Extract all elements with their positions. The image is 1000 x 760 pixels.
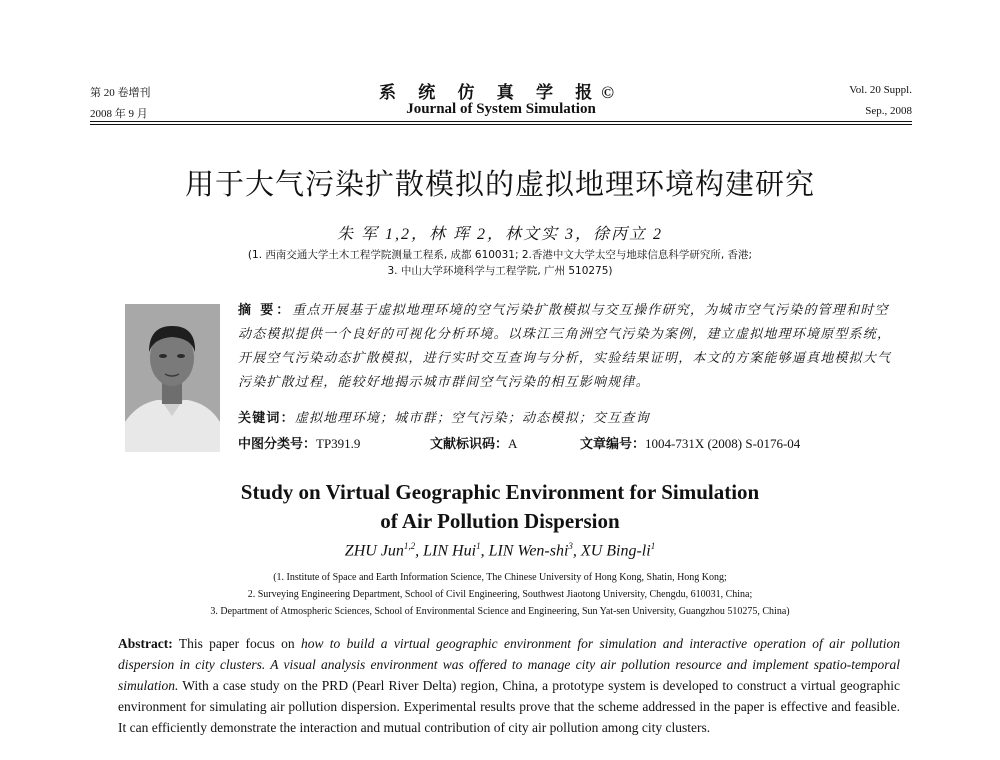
- affiliation-cn-line: 3. 中山大学环境科学与工程学院, 广州 510275): [387, 265, 613, 277]
- abstract-cn: [238, 298, 900, 394]
- abstract-en-text-1: This paper focus on: [172, 636, 301, 651]
- author-affil-sup: 1: [650, 541, 656, 551]
- affiliation-en-line: (1. Institute of Space and Earth Information Science, The Chinese University of Hong Kong, Shatin, Hong Kong;: [273, 572, 727, 583]
- author-photo: [125, 304, 220, 452]
- affiliations-cn: [140, 247, 860, 279]
- header-rule-thin: [90, 124, 912, 125]
- author-name: LIN Hui: [423, 542, 477, 560]
- doc-code: [430, 433, 517, 452]
- author-affil-sup: 1: [476, 541, 481, 551]
- title-en: [0, 478, 1000, 536]
- journal-name-en: Journal of System Simulation: [406, 101, 596, 117]
- abstract-cn-label: 摘 要：: [238, 302, 293, 317]
- abstract-en-italic: how to build a virtual geographic environment for simulation and interactive operation of air pollution dispersion in city clusters. A visual analysis environment was offered to manage city air pollution resource and implement spatio-temporal simulation.: [118, 636, 901, 693]
- abstract-en-label: Abstract:: [118, 636, 173, 651]
- keywords-cn: [238, 407, 900, 426]
- clc-label: 中图分类号：: [238, 436, 317, 451]
- keywords-cn-label: 关键词：: [238, 410, 295, 425]
- doc-label: 文献标识码：: [430, 436, 509, 451]
- volume-en: Vol. 20 Suppl.: [849, 84, 912, 96]
- clc-value: TP391.9: [316, 436, 361, 451]
- author-name: ZHU Jun: [344, 542, 404, 560]
- classification-row: [238, 433, 900, 452]
- affiliation-cn-line: (1. 西南交通大学土木工程学院测量工程系, 成都 610031; 2.香港中文大学太空与地球信息科学研究所, 香港;: [247, 249, 753, 261]
- article-value: 1004-731X (2008) S-0176-04: [645, 436, 801, 451]
- abstract-cn-text: 重点开展基于虚拟地理环境的空气污染扩散模拟与交互操作研究，为城市空气污染的管理和时空动态模拟提供一个良好的可视化分析环境。以珠江三角洲空气污染为案例，建立虚拟地理环境原型系统，开展空气污染动态扩散模拟，进行实时交互查询与分析，实验结果证明，本文的方案能够逼真地模拟大气污染扩散过程，能较好地揭示城市群间空气污染的相互影响规律。: [238, 302, 892, 389]
- doc-value: A: [508, 436, 518, 451]
- author-affil-sup: 1,2: [403, 541, 416, 551]
- date-en: Sep., 2008: [865, 105, 912, 117]
- author-name: LIN Wen-shi: [488, 542, 569, 560]
- title-cn: 用于大气污染扩散模拟的虚拟地理环境构建研究: [184, 167, 815, 201]
- article-number: [580, 433, 800, 452]
- volume-cn: 第 20 卷增刊: [90, 87, 151, 99]
- affiliation-en-line: 3. Department of Atmospheric Sciences, School of Environmental Science and Engineering, Sun Yat-sen University, Guangzhou 510275, China): [210, 606, 790, 617]
- date-cn: 2008 年 9 月: [90, 108, 148, 120]
- author-affil-sup: 3: [568, 541, 573, 551]
- clc-number: [238, 436, 360, 451]
- header-rule-thick: [90, 121, 912, 122]
- keywords-cn-text: 虚拟地理环境；城市群；空气污染；动态模拟；交互查询: [294, 410, 650, 425]
- author-name: XU Bing-li: [580, 542, 651, 560]
- article-label: 文章编号：: [580, 436, 646, 451]
- authors-cn: 朱 军 1,2，林 珲 2，林文实 3，徐丙立 2: [336, 226, 663, 243]
- running-header: [90, 72, 912, 124]
- authors-en: ZHU Jun$^{1,2}$, LIN Hui$^1$, LIN Wen-shi$^3$, XU Bing-$li^1$: [344, 541, 656, 560]
- affiliations-en: [100, 569, 900, 620]
- abstract-en-text-2: With a case study on the PRD (Pearl River Delta) region, China, a prototype system is developed to construct a virtual geographic environment for simulating air pollution dispersion. Experimental results prove that the scheme addressed in the paper is effective and feasible. It can efficiently demonstrate the interaction and mutual contribution of city air pollution among city clusters.: [118, 678, 900, 735]
- title-en-line: Study on Virtual Geographic Environment for Simulation: [240, 480, 760, 504]
- abstract-en: [118, 633, 900, 738]
- title-en-line: of Air Pollution Dispersion: [380, 509, 620, 533]
- affiliation-en-line: 2. Surveying Engineering Department, School of Civil Engineering, Southwest Jiaotong University, Chengdu, 610031, China;: [247, 589, 753, 600]
- journal-name-cn: 系 统 仿 真 学 报©: [379, 83, 623, 102]
